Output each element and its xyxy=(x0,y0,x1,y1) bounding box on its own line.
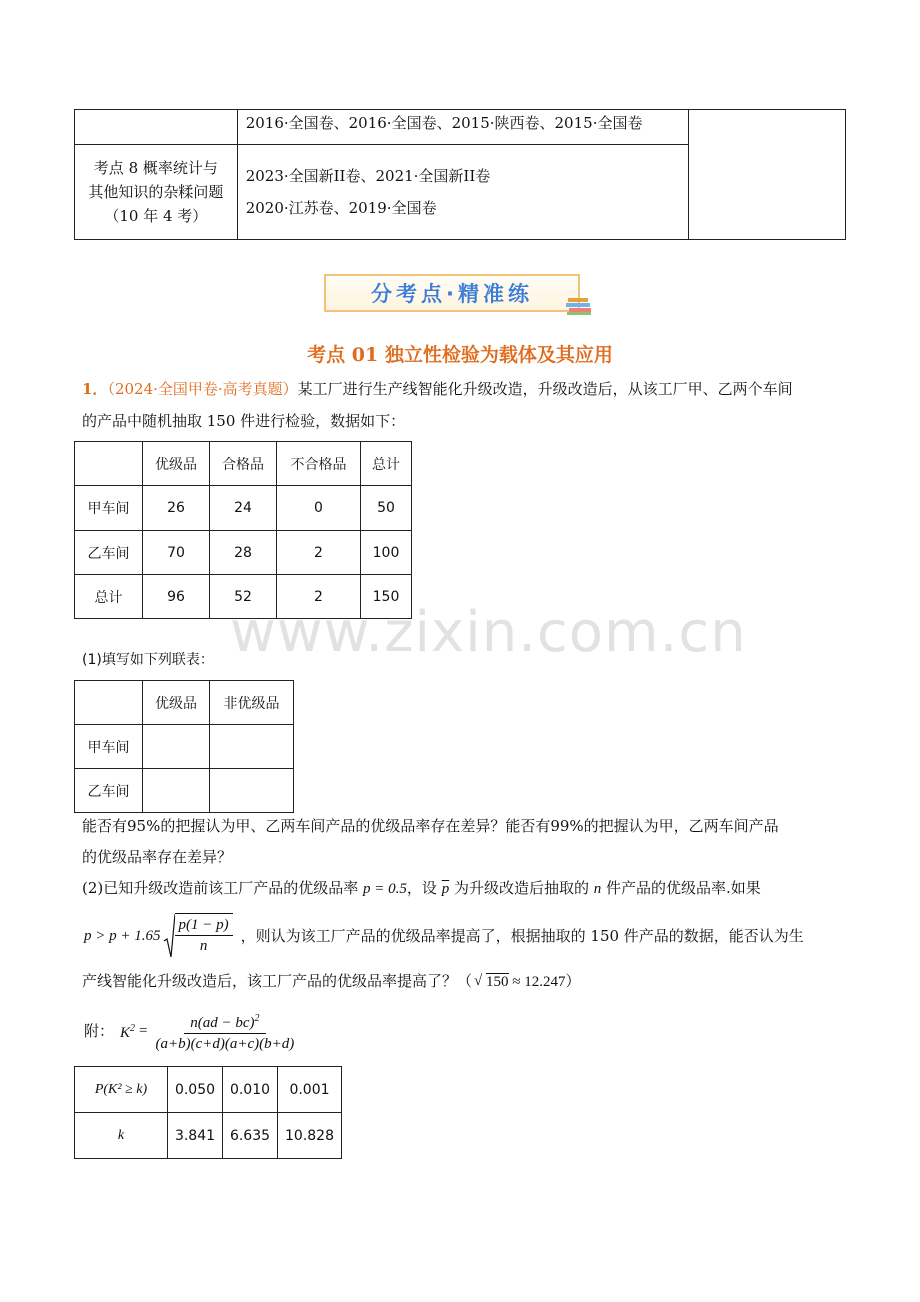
problem1-stem-line1: 某工厂进行生产线智能化升级改造，升级改造后，从该工厂甲、乙两个车间 xyxy=(297,380,793,398)
math-k: K xyxy=(120,1025,131,1041)
table-cell: 28 xyxy=(210,531,277,575)
summary-exam-list: 2016·全国卷、2016·全国卷、2015·陕西卷、2015·全国卷 xyxy=(237,110,688,145)
practice-banner-label: 分考点·精准练 xyxy=(371,282,533,306)
part2-line3 xyxy=(82,971,581,992)
appendix-formula: 附： $K^2$ = $\frac{n(ad - bc)^2}{(a+b)(c+d)(a+c)(b+d)}$ xyxy=(84,1007,298,1055)
table-header-cell xyxy=(75,442,143,486)
table-header-cell: 不合格品 xyxy=(277,442,361,486)
table-cell: 甲车间 xyxy=(75,486,143,531)
table-cell: 3.841 xyxy=(168,1113,223,1159)
problem1-line2: 的产品中随机抽取 150 件进行检验，数据如下： xyxy=(82,412,406,430)
topic8-line1: 考点 8 概率统计与 xyxy=(93,159,218,177)
part1-label: (1)填写如下列联表： xyxy=(82,652,214,668)
k2-numerator-text: n(ad − bc) xyxy=(190,1014,255,1031)
summary-cell-blank xyxy=(688,110,845,240)
table-cell: 总计 xyxy=(75,575,143,619)
table-cell: 甲车间 xyxy=(75,725,143,769)
table-cell: 0.001 xyxy=(278,1067,342,1113)
part2-text: (2)已知升级改造前该工厂产品的优级品率 xyxy=(82,879,364,897)
math-n: n xyxy=(593,881,602,897)
table-row xyxy=(75,769,294,813)
topic8-exams-line2: 2020·江苏卷、2019·全国卷 xyxy=(245,199,437,217)
watermark: www.zixin.com.cn xyxy=(230,600,747,665)
table-cell: 50 xyxy=(361,486,412,531)
problem1-number: 1． xyxy=(82,380,108,398)
k2-fraction xyxy=(152,1009,299,1054)
sqrt-sign-icon xyxy=(163,913,175,959)
topic8-label xyxy=(75,145,238,240)
table-cell: 70 xyxy=(143,531,210,575)
problem1-source: （2024·全国甲卷·高考真题） xyxy=(107,380,298,398)
problem1-line1 xyxy=(82,379,793,399)
part2-text: 产线智能化升级改造后，该工厂产品的优级品率提高了？（ xyxy=(82,972,473,990)
topic8-line3: （10 年 4 考） xyxy=(104,207,208,225)
table-cell: 0.050 xyxy=(168,1067,223,1113)
table-cell: 0 xyxy=(277,486,361,531)
topic8-exams xyxy=(237,145,688,240)
practice-banner xyxy=(324,274,580,312)
table-header-cell: 非优级品 xyxy=(210,681,294,725)
part2-line2 xyxy=(84,912,804,960)
table-row xyxy=(75,486,412,531)
contingency-table xyxy=(74,680,294,813)
part2-text: ，设 xyxy=(406,879,442,897)
table-cell: 0.010 xyxy=(223,1067,278,1113)
table-cell: 52 xyxy=(210,575,277,619)
blank-cell xyxy=(210,725,294,769)
sqrt-sign-icon: √ xyxy=(474,973,483,989)
table-header-cell: 总计 xyxy=(361,442,412,486)
k2-denominator: (a+b)(c+d)(a+c)(b+d) xyxy=(155,1035,295,1052)
topic8-line2: 其他知识的杂糅问题 xyxy=(88,183,224,201)
table-cell: 6.635 xyxy=(223,1113,278,1159)
table-cell: 96 xyxy=(143,575,210,619)
table-row xyxy=(75,531,412,575)
table-header-cell: 优级品 xyxy=(143,681,210,725)
math-fraction xyxy=(175,913,233,959)
blank-cell xyxy=(210,769,294,813)
section-title: 考点 01 独立性检验为载体及其应用 xyxy=(307,344,613,366)
table-header-cell: 优级品 xyxy=(143,442,210,486)
table-cell: 150 xyxy=(361,575,412,619)
math-pbar: $\overline{p}$ xyxy=(441,881,450,897)
math-sqrt-150 xyxy=(474,973,509,990)
math-sqrt xyxy=(163,913,233,959)
part2-text: 件产品的优级品率.如果 xyxy=(601,879,761,897)
table-cell: 26 xyxy=(143,486,210,531)
math-approx: ≈ 12.247 xyxy=(508,974,566,990)
table-row xyxy=(75,1067,342,1113)
table-cell: 2 xyxy=(277,575,361,619)
appendix-label: 附： xyxy=(84,1022,115,1040)
part2-text: 为升级改造后抽取的 xyxy=(449,879,594,897)
math-p-equals: p = 0.5 xyxy=(363,881,407,897)
topic8-exams-line1: 2023·全国新II卷、2021·全国新II卷 xyxy=(245,167,491,185)
math-inequality: p > p + 1.65 xyxy=(84,928,161,944)
part2-text: ） xyxy=(565,972,581,990)
summary-cell-empty xyxy=(75,110,238,145)
table-cell: 100 xyxy=(361,531,412,575)
math-k-squared: $K^2$ xyxy=(120,1023,136,1041)
table-cell: P(K² ≥ k) xyxy=(75,1067,168,1113)
part1-question-line2: 的优级品率存在差异？ xyxy=(82,848,233,866)
critical-value-table xyxy=(74,1066,342,1159)
part2-line1 xyxy=(82,878,761,899)
part2-text: ，则认为该工厂产品的优级品率提高了，根据抽取的 150 件产品的数据，能否认为生 xyxy=(240,927,804,945)
k2-numerator: n(ad − bc)$^2$ xyxy=(184,1009,265,1034)
table-cell: 乙车间 xyxy=(75,769,143,813)
table-cell: 24 xyxy=(210,486,277,531)
table-header-cell xyxy=(75,681,143,725)
sqrt-value: 150 xyxy=(486,974,509,990)
table-row xyxy=(75,1113,342,1159)
production-data-table xyxy=(74,441,412,619)
table-cell: k xyxy=(75,1113,168,1159)
books-icon xyxy=(564,294,594,316)
table-cell: 10.828 xyxy=(278,1113,342,1159)
table-cell: 2 xyxy=(277,531,361,575)
fraction-denominator: n xyxy=(199,938,208,954)
fraction-numerator: p(1 − p) xyxy=(175,915,233,936)
table-cell: 乙车间 xyxy=(75,531,143,575)
exam-summary-table xyxy=(74,109,846,240)
blank-cell xyxy=(143,725,210,769)
table-row xyxy=(75,725,294,769)
part1-question-line1: 能否有95%的把握认为甲、乙两车间产品的优级品率存在差异？能否有99%的把握认为甲，乙两车间产品 xyxy=(82,817,779,835)
blank-cell xyxy=(143,769,210,813)
table-header-cell: 合格品 xyxy=(210,442,277,486)
